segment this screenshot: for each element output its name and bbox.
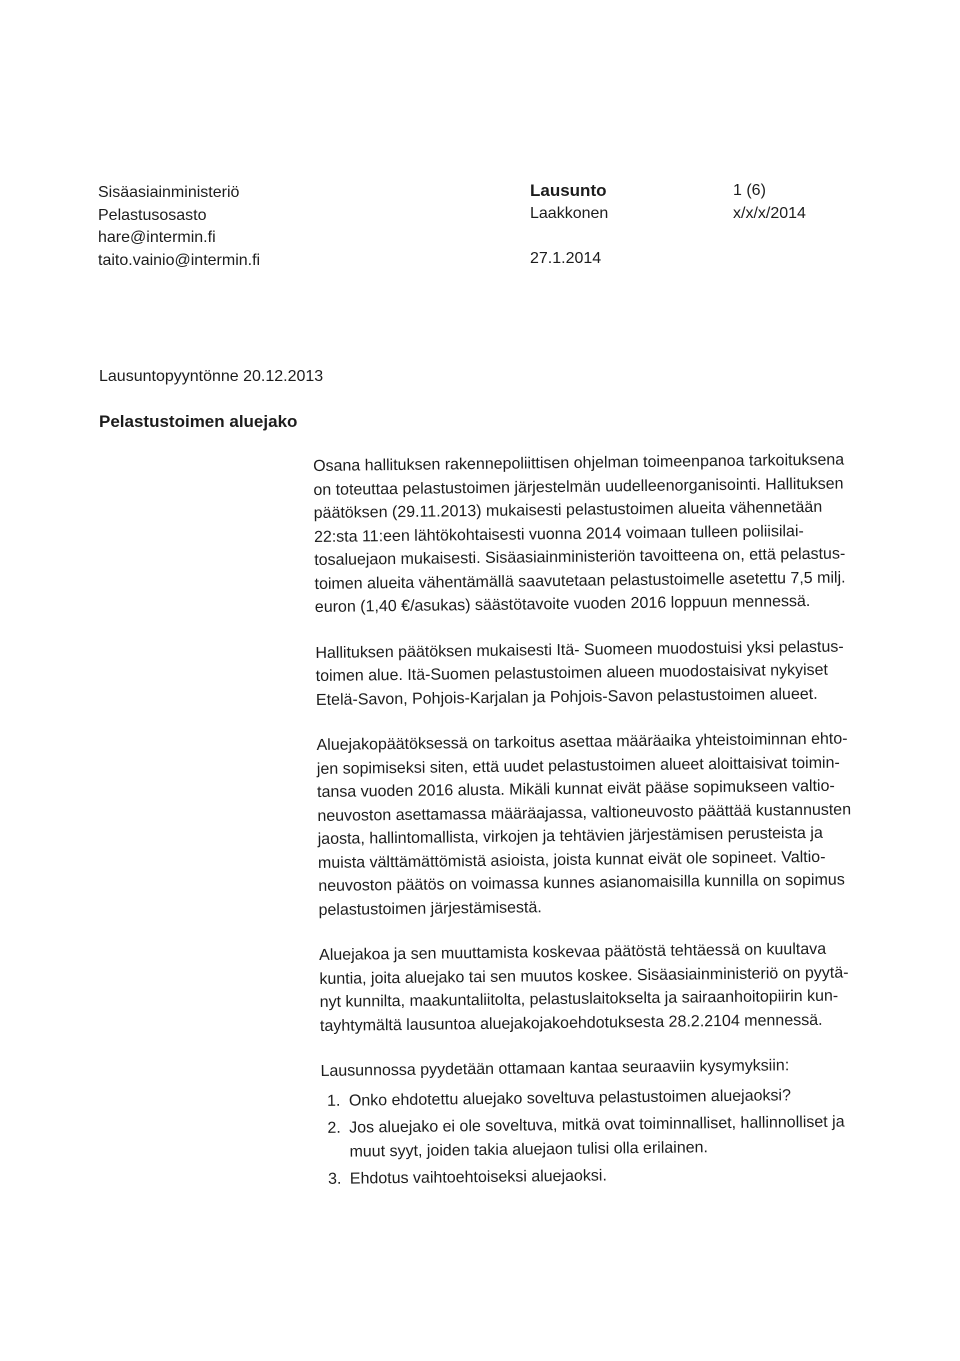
document-meta	[530, 180, 608, 271]
list-item: 2. Jos aluejako ei ole soveltuva, mitkä ovat toiminnalliset, hallinnolliset ja muut syyt, joiden takia aluejaon tulisi olla erilainen.	[345, 1110, 867, 1163]
page-number: 1 (6)	[733, 182, 766, 199]
document-author: Laakkonen	[530, 204, 609, 222]
sender-department: Pelastusosasto	[98, 206, 207, 224]
paragraph: Aluejakoa ja sen muuttamista koskevaa päätöstä tehtäessä on kuultava kuntia, joita aluejako tai sen muutos koskee. Sisäasiainministeriö on pyytänyt kunnilta, maakuntaliitolta, pelastuslaitokselta ja sairaanhoitopiirin kuntayhtymältä lausuntoa aluejakojakoehdotuksesta 28.2.2104 mennessä.	[319, 940, 849, 1035]
questions-list	[321, 1083, 867, 1192]
questions-intro: Lausunnossa pyydetään ottamaan kantaa seuraaviin kysymyksiin:	[320, 1057, 790, 1080]
list-item: 3. Ehdotus vaihtoehtoiseksi aluejaoksi.	[346, 1161, 867, 1191]
document-reference: x/x/x/2014	[733, 204, 806, 222]
document-body	[313, 448, 867, 1195]
document-type: Lausunto	[530, 181, 607, 200]
sender-ministry: Sisäasiainministeriö	[98, 184, 240, 201]
document-date: 27.1.2014	[530, 250, 602, 267]
list-item: 1. Onko ehdotettu aluejako soveltuva pelastustoimen aluejaoksi?	[345, 1083, 866, 1113]
sender-block	[98, 182, 260, 272]
paragraph: Hallituksen päätöksen mukaisesti Itä- Suomeen muodostuisi yksi pelastustoimen alue. Itä-Suomen pelastustoimen alueen muodostaisivat nykyiset Etelä-Savon, Pohjois-Karjalan ja Pohjois-Savon pelastustoimen alueet.	[315, 638, 844, 709]
paragraph: Osana hallituksen rakennepoliittisen ohjelman toimeenpanoa tarkoituksena on toteuttaa pelastustoimen järjestelmän uudelleenorganisointi. Hallituksen päätöksen (29.11.2013) mukaisesti pelastustoimen alueita vähennetään 22:sta 11:een lähtökohtaisesti vuonna 2014 voimaan tulleen poliisilaitosaluejaon mukaisesti. Sisäasiainministeriön tavoitteena on, että pelastustoimen alueita vähentämällä saavutetaan pelastustoimelle asetettu 7,5 milj. euron (1,40 €/asukas) säästötavoite vuoden 2016 loppuun mennessä.	[313, 451, 846, 616]
page-meta	[733, 180, 806, 225]
sender-email-2: taito.vainio@intermin.fi	[98, 251, 261, 269]
request-reference: Lausuntopyyntönne 20.12.2013	[99, 368, 324, 385]
sender-email-1: hare@intermin.fi	[98, 229, 216, 246]
paragraph: Aluejakopäätöksessä on tarkoitus asettaa määräaika yhteistoiminnan ehtojen sopimiseksi siten, että uudet pelastustoimen alueet aloittaisivat toimintansa vuoden 2016 alusta. Mikäli kunnat eivät pääse sopimukseen valtioneuvoston asettamassa määräajassa, valtioneuvosto päättää kustannusten jaosta, hallintomallista, virkojen ja tehtävien järjestämisen perusteista ja muista välttämättömistä asioista, joista kunnat eivät ole sopineet. Valtioneuvoston päätös on voimassa kunnes asianomaisilla kunnilla on sopimus pelastustoimen järjestämisestä.	[316, 730, 852, 919]
page-title: Pelastustoimen aluejako	[99, 412, 298, 431]
